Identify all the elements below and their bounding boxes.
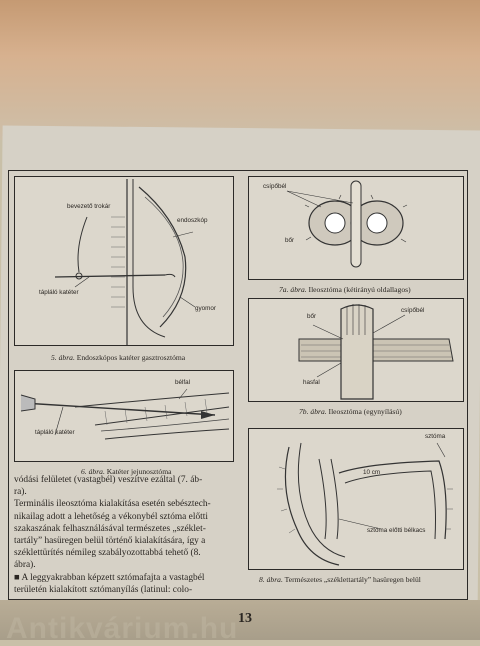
figure-8-illustration bbox=[249, 429, 465, 571]
body-line: ábra). bbox=[14, 560, 36, 571]
fig5-label-gyomor: gyomor bbox=[195, 305, 216, 312]
figure-7b-panel bbox=[248, 298, 464, 416]
fig8-caption-num: 8. ábra. bbox=[259, 575, 283, 584]
body-line: Terminális ileosztóma kialakítása esetén sebésztech- bbox=[14, 499, 211, 510]
body-line: területén kialakított sztómanyílás (latinul: colo- bbox=[14, 584, 193, 595]
fig5-caption bbox=[51, 353, 185, 362]
fig5-label-endoszkop: endoszkóp bbox=[177, 217, 208, 224]
fig7a-caption-text: Ileosztóma (kétirányú oldallagos) bbox=[308, 285, 411, 294]
fig8-label-sztoma: sztóma bbox=[425, 433, 446, 440]
figure-7a-panel bbox=[248, 176, 464, 294]
fig7b-label-csipobel: csípőbél bbox=[401, 307, 425, 314]
fig7b-label-hasfal: hasfal bbox=[303, 379, 320, 386]
figure-8-panel bbox=[248, 428, 464, 584]
figure-6-panel bbox=[14, 370, 234, 476]
body-line: ■ A leggyakrabban képzett sztómafajta a vastagbél bbox=[14, 572, 205, 583]
fig7a-caption bbox=[279, 285, 411, 294]
figure-5-illustration bbox=[15, 177, 235, 347]
page-number: 13 bbox=[238, 611, 252, 626]
fig8-caption bbox=[259, 575, 421, 584]
fig5-caption-num: 5. ábra. bbox=[51, 353, 75, 362]
body-line: széklettürítés némileg szabályozottabbá tehető (8. bbox=[14, 548, 201, 559]
fig8-caption-text: Természetes „széklettartály” hasüregen belül bbox=[284, 575, 421, 584]
figure-7a-illustration bbox=[249, 177, 465, 281]
body-line: nikailag adott a lehetőség a vékonybél sztóma előtti bbox=[14, 511, 208, 522]
fig8-label-cm: 10 cm bbox=[363, 469, 381, 476]
figure-6-illustration bbox=[15, 371, 235, 463]
fig7a-label-csipobel: csípőbél bbox=[263, 183, 287, 190]
fig7b-caption-num: 7b. ábra. bbox=[299, 407, 327, 416]
body-text bbox=[14, 474, 242, 596]
figure-5-panel bbox=[14, 176, 234, 362]
fig5-caption-text: Endoszkópos katéter gasztrosztóma bbox=[76, 353, 186, 362]
fig7a-label-bor: bőr bbox=[285, 237, 295, 244]
fig6-label-belfal: bélfal bbox=[175, 379, 191, 386]
body-line: ra). bbox=[14, 487, 27, 498]
fig8-label-belkacs: sztóma előtti bélkacs bbox=[367, 527, 426, 534]
figure-7b-illustration bbox=[249, 299, 465, 403]
body-line: szakaszának felhasználásával természetes „széklet- bbox=[14, 523, 206, 534]
fig5-label-bevezeto: bevezető trokár bbox=[67, 203, 111, 210]
fig7b-caption-text: Ileosztóma (egynyílású) bbox=[328, 407, 402, 416]
fig6-label-taplalo: tápláló katéter bbox=[35, 429, 75, 436]
fig7a-caption-num: 7a. ábra. bbox=[279, 285, 307, 294]
body-line: tartály” hasüregen belül történő kialakítására, így a bbox=[14, 536, 206, 547]
body-line: vódási felületet (vastagbél) veszítve ezáltal (7. áb- bbox=[14, 475, 203, 485]
background-top bbox=[0, 0, 480, 140]
fig7b-caption bbox=[299, 407, 402, 416]
watermark: Antikvárium.hu bbox=[6, 612, 239, 645]
fig6-caption-text: Katéter jejunosztóma bbox=[106, 467, 172, 476]
fig7b-label-bor: bőr bbox=[307, 313, 317, 320]
fig6-caption-num: 6. ábra. bbox=[81, 467, 105, 476]
fig5-label-taplalo: tápláló katéter bbox=[39, 289, 79, 296]
